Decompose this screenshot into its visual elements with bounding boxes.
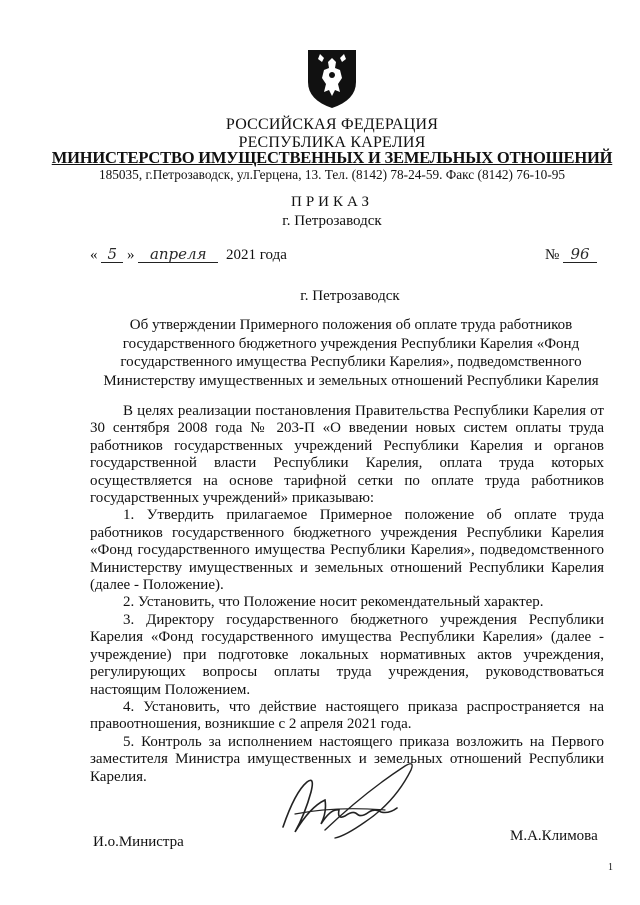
date-day: 5 — [101, 247, 123, 263]
header-country: РОССИЙСКАЯ ФЕДЕРАЦИЯ — [225, 116, 439, 133]
clause-5: 5. Контроль за исполнением настоящего приказа возложить на Первого заместителя Министра имущественных и земельных отношений Республики Карелия. — [90, 733, 604, 785]
order-number-value: 96 — [563, 247, 597, 263]
city-repeat: г. Петрозаводск — [300, 288, 400, 304]
date-close-quote: » — [127, 247, 135, 263]
page-number: 1 — [608, 862, 613, 873]
order-date — [90, 247, 287, 264]
header-republic: РЕСПУБЛИКА КАРЕЛИЯ — [238, 134, 426, 151]
coat-of-arms-emblem — [302, 48, 362, 110]
header-ministry: МИНИСТЕРСТВО ИМУЩЕСТВЕННЫХ И ЗЕМЕЛЬНЫХ ОТНОШЕНИЙ — [51, 148, 613, 167]
date-year: 2021 года — [226, 247, 287, 263]
date-open-quote: « — [90, 247, 98, 263]
document-type-title: ПРИКАЗ — [291, 194, 373, 210]
handwritten-signature — [265, 752, 450, 847]
header-city: г. Петрозаводск — [282, 213, 382, 229]
header-address: 185035, г.Петрозаводск, ул.Герцена, 13. Тел. (8142) 78-24-59. Факс (8142) 76-10-95 — [98, 167, 566, 182]
signatory-position: И.о.Министра — [93, 834, 184, 850]
clause-2: 2. Установить, что Положение носит рекомендательный характер. — [123, 594, 544, 611]
order-number — [545, 247, 597, 264]
clause-3: 3. Директору государственного бюджетного учреждения Республики Карелия «Фонд государственного имущества Республики Карелия» (далее - учреждение) при подготовке локальных нормативных актов учреждения, регулирующих вопросы оплаты труда учреждения, руководствоваться настоящим Положением. — [90, 611, 604, 698]
preamble-paragraph: В целях реализации постановления Правительства Республики Карелия от 30 сентября 2008 года № 203-П «О введении новых систем оплаты труда работников государственных учреждений Республики Карелия и органов государственной власти Республики Карелия, оплата труда которых осуществляется на основе тарифной сетки по оплате труда работников государственных учреждений» приказываю: — [90, 403, 604, 507]
order-number-label: № — [545, 247, 560, 263]
date-month: апреля — [138, 247, 218, 263]
clause-1: 1. Утвердить прилагаемое Примерное положение об оплате труда работников государственного бюджетного учреждения Республики Карелия «Фонд государственного имущества Республики Карелия», подведомственного Министерству имущественных и земельных отношений Республики Карелия (далее - Положение). — [90, 507, 604, 594]
order-body — [90, 403, 604, 786]
order-title: Об утверждении Примерного положения об оплате труда работников государственного бюджетного учреждения Республики Карелия «Фонд государственного имущества Республики Карелия», подведомственного Министерству имущественных и земельных отношений Республики Карелия — [103, 317, 599, 389]
clause-4: 4. Установить, что действие настоящего приказа распространяется на правоотношения, возникшие с 2 апреля 2021 года. — [90, 698, 604, 733]
signatory-name: М.А.Климова — [510, 828, 598, 844]
